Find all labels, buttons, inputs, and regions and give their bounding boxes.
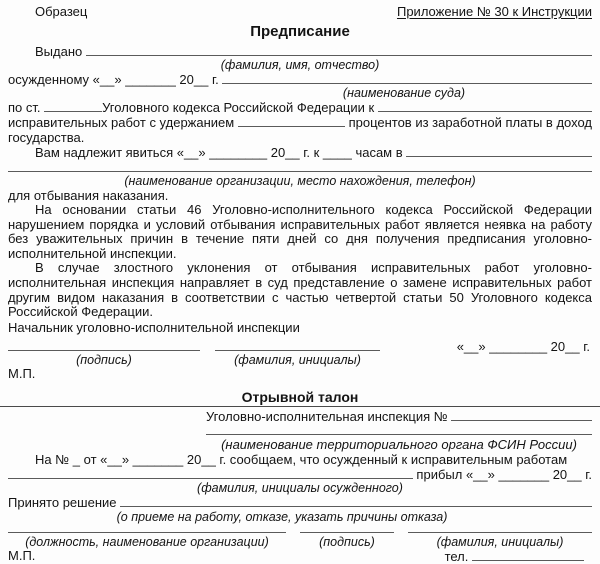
- signature-captions: [8, 354, 592, 367]
- territorial-blank: [206, 424, 592, 435]
- name-blank-2: [408, 532, 592, 533]
- signature-gap: [200, 339, 215, 354]
- arrived-text: прибыл «__» _______ 20__ г.: [412, 466, 592, 482]
- court-blank: [222, 72, 592, 84]
- percent-blank: [238, 115, 345, 127]
- signature-blank-2: [300, 532, 394, 533]
- article-line: [8, 100, 592, 115]
- serving-text: для отбывания наказания.: [8, 188, 169, 203]
- signature-row: [8, 339, 592, 354]
- article46-paragraph: На основании статьи 46 Уголовно-исполнительного кодекса Российской Федерации нарушением порядка и условий отбывания исправительных работ является неявка на работу без уважительных причин в течение пяти дней со дня получения предписания уголовно-исполнительной инспекции.: [8, 202, 592, 261]
- bottom-gap-2: [394, 532, 408, 536]
- signature-blank: [8, 339, 200, 351]
- phone-line: [445, 549, 584, 564]
- decision-label: Принято решение: [8, 494, 121, 510]
- article-number-blank: [44, 100, 102, 112]
- report-text: На № _ от «__» _______ 20__ г. сообщаем, что осужденный к исправительным работам: [35, 451, 568, 467]
- name-caption-2: (фамилия, инициалы): [436, 534, 564, 549]
- convicted-line: [8, 72, 592, 87]
- arrived-line: [8, 467, 592, 482]
- phone-label: тел.: [444, 548, 472, 564]
- organization-blank-line: [8, 160, 592, 175]
- convicted-text: осужденному «__» _______ 20__ г.: [8, 72, 223, 87]
- bottom-gap-1: [286, 532, 300, 536]
- territorial-blank-line: [206, 424, 592, 438]
- issued-label: Выдано: [35, 44, 86, 59]
- stamp-label-2: М.П.: [8, 547, 36, 563]
- inspection-text: Уголовно-исполнительная инспекция №: [206, 408, 452, 424]
- tear-line: [0, 406, 600, 407]
- report-line: [8, 452, 592, 467]
- name-caption: (фамилия, инициалы): [234, 352, 361, 367]
- sample-label: Образец: [35, 4, 88, 19]
- inspection-number-blank: [451, 409, 592, 421]
- withholding-line: [8, 115, 592, 130]
- appendix-label: Приложение № 30 к Инструкции: [396, 4, 592, 19]
- appear-line: [8, 145, 592, 160]
- issued-blank: [86, 44, 592, 56]
- term-blank: [378, 100, 592, 112]
- inspection-line: [206, 409, 592, 424]
- stamp-phone-row: [8, 549, 592, 564]
- article-prefix: по ст.: [8, 100, 45, 115]
- prescription-title: Предписание: [250, 23, 350, 40]
- state-line: [8, 130, 592, 145]
- convict-name-blank: [8, 467, 413, 479]
- serving-line: [8, 188, 592, 203]
- bottom-captions: [8, 536, 592, 549]
- organization-blank-2: [8, 160, 592, 172]
- position-blank: [8, 532, 286, 533]
- withholding-suffix: процентов из заработной платы в доход: [344, 115, 592, 130]
- decision-blank: [120, 495, 592, 507]
- state-text: государства.: [8, 130, 85, 145]
- name-blank: [215, 339, 380, 351]
- decision-line: [8, 495, 592, 510]
- court-caption: (наименование суда): [342, 86, 466, 100]
- fio-caption: (фамилия, имя, отчество): [220, 58, 380, 72]
- sign-date-blank: «__» ________ 20__ г.: [456, 338, 590, 354]
- issued-line: [8, 44, 592, 59]
- chief-text: Начальник уголовно-исполнительной инспекции: [8, 319, 300, 335]
- stamp-label: М.П.: [8, 365, 36, 381]
- tearoff-title: Отрывной талон: [241, 388, 359, 405]
- signature-caption: (подпись): [76, 352, 132, 367]
- territorial-caption: (наименование территориального органа ФСИН России): [221, 436, 577, 452]
- article-text: Уголовного кодекса Российской Федерации к: [102, 100, 378, 115]
- decision-caption: (о приеме на работу, отказе, указать причины отказа): [116, 509, 448, 524]
- phone-blank: [472, 549, 584, 561]
- signature-caption-2: (подпись): [319, 534, 375, 549]
- document-header: [8, 4, 592, 20]
- article50-paragraph: В случае злостного уклонения от отбывания исправительных работ уголовно-исполнительная инспекция направляет в суд представление о замене исправительных работ другим видом наказания в соответствии с частью четвертой статьи 50 Уголовного кодекса Российской Федерации.: [8, 260, 592, 320]
- convict-caption: (фамилия, инициалы осужденного): [197, 480, 403, 495]
- withholding-prefix: исправительных работ с удержанием: [8, 115, 238, 130]
- chief-line: [8, 320, 592, 335]
- position-caption: (должность, наименование организации): [25, 534, 269, 549]
- appear-text: Вам надлежит явиться «__» ________ 20__ г. к ____ часам в: [35, 145, 407, 160]
- organization-caption: (наименование организации, место нахождения, телефон): [124, 174, 476, 188]
- organization-blank: [406, 145, 592, 157]
